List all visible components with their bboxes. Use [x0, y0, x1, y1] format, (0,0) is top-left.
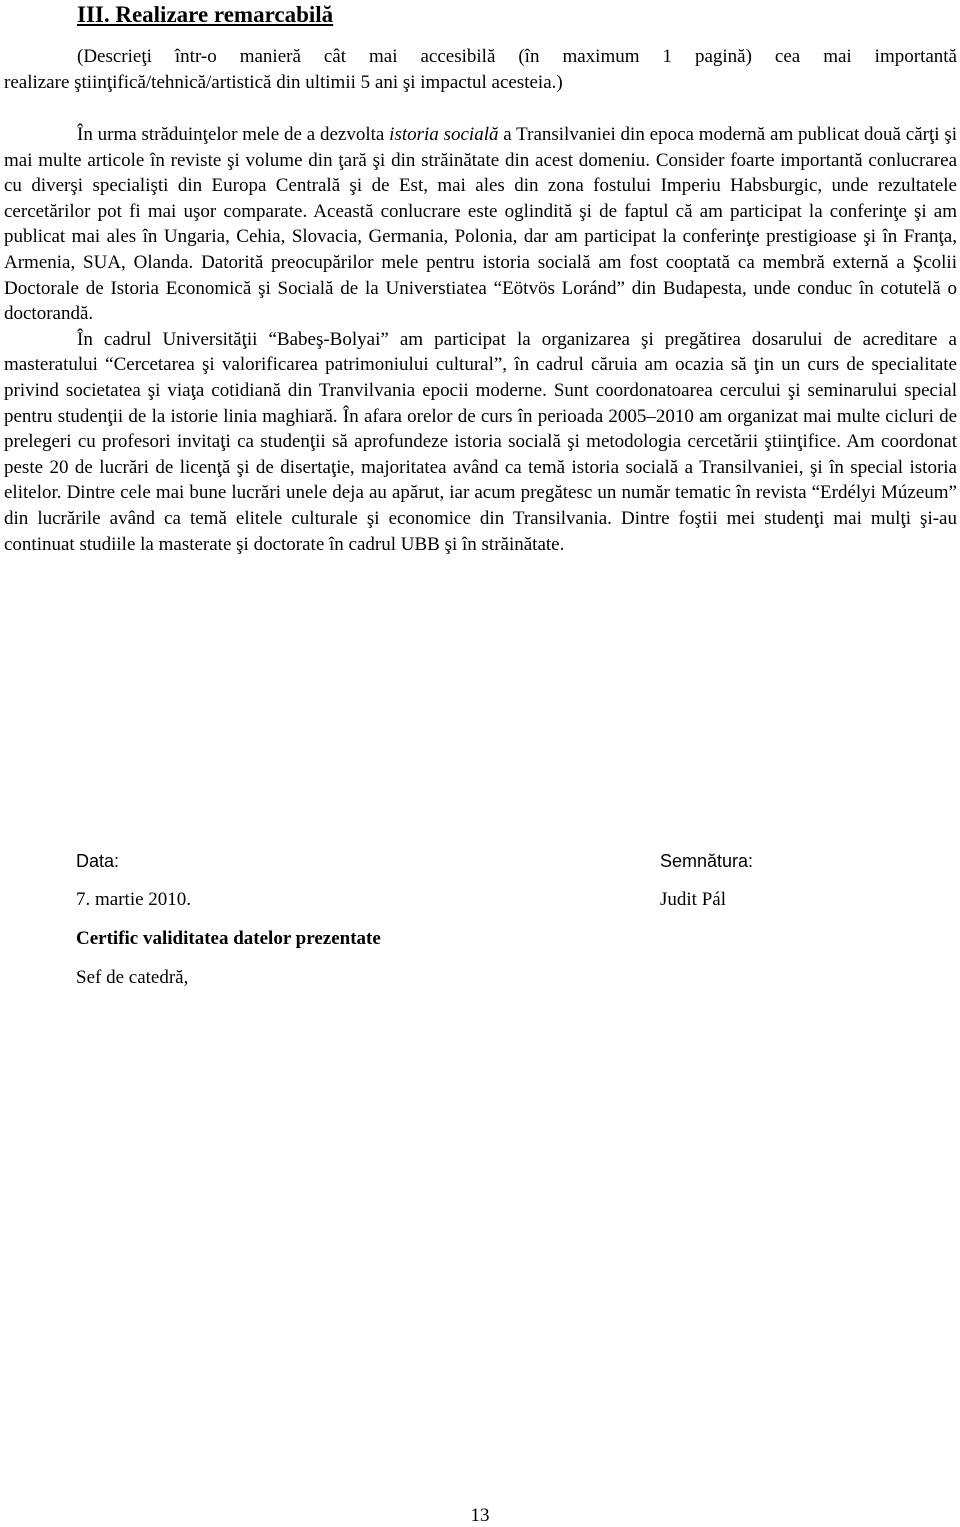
- section-instructions: [4, 44, 957, 96]
- instructions-line-1: (Descrieţi într-o manieră cât mai accesibilă (în maximum 1 pagină) cea mai importantă: [77, 46, 957, 67]
- achievement-description: [4, 122, 957, 557]
- department-head-label: Sef de catedră,: [76, 967, 189, 988]
- signature-label: Semnătura:: [660, 851, 754, 871]
- emphasis-social-history: istoria socială: [389, 124, 499, 145]
- date-label: Data:: [76, 851, 120, 871]
- signature-name: Judit Pál: [660, 889, 726, 910]
- instructions-line-2: realizare ştiinţifică/tehnică/artistică din ultimii 5 ani şi impactul acesteia.): [4, 72, 563, 93]
- paragraph-research: [4, 122, 957, 327]
- section-title: III. Realizare remarcabilă: [77, 2, 334, 27]
- date-value: 7. martie 2010.: [76, 889, 192, 910]
- paragraph-research-rest: a Transilvaniei din epoca modernă am publicat două cărţi şi mai multe articole în reviste şi volume din ţară şi din străinătate din acest domeniu. Consider foarte importantă conlucrarea cu diverşi specialişti din Europa Centrală şi de Est, mai ales din zona fostului Imperiu Habsburgic, unde rezultatele cercetărilor pot fi mai uşor comparate. Această conlucrare este oglindită şi de faptul că am participat la conferinţe şi am publicat mai ales în Ungaria, Cehia, Slovacia, Germania, Polonia, dar am participat la conferinţe prestigioase şi în Franţa, Armenia, SUA, Olanda. Datorită preocupărilor mele pentru istoria socială am fost cooptată ca membră externă a Şcolii Doctorale de Istoria Economică şi Socială de la Universtiatea “Eötvös Loránd” din Budapesta, unde conduc în cotutelă o doctorandă.: [4, 124, 957, 325]
- paragraph-teaching: În cadrul Universităţii “Babeş-Bolyai” am participat la organizarea şi pregătirea dosarului de acreditare a masteratului “Cercetarea şi valorificarea patrimoniului cultural”, în cadrul căruia am ocazia să ţin un curs de specialitate privind societatea şi viaţa cotidiană din Tranvilvania epocii moderne. Sunt coordonatoarea cercului şi seminarului special pentru studenţii de la istorie linia maghiară. În afara orelor de curs în perioada 2005–2010 am organizat mai multe cicluri de prelegeri cu profesori invitaţi ca studenţii să aprofundeze istoria socială şi metodologia cercetării ştiinţifice. Am coordonat peste 20 de lucrări de licenţă şi de disertaţie, majoritatea având ca temă istoria socială a Transilvaniei, şi în special istoria elitelor. Dintre cele mai bune lucrări unele deja au apărut, iar acum pregătesc un număr tematic în revista “Erdélyi Múzeum” din lucrările având ca temă elitele culturale şi economice din Transilvania. Dintre foştii mei studenţi mai mulţi şi-au continuat studiile la masterate şi doctorate în cadrul UBB şi în străinătate.: [4, 328, 957, 555]
- page-number: 13: [470, 1505, 490, 1526]
- certification-statement: Certific validitatea datelor prezentate: [76, 928, 381, 949]
- paragraph-research-start: În urma străduinţelor mele de a dezvolta: [77, 124, 390, 145]
